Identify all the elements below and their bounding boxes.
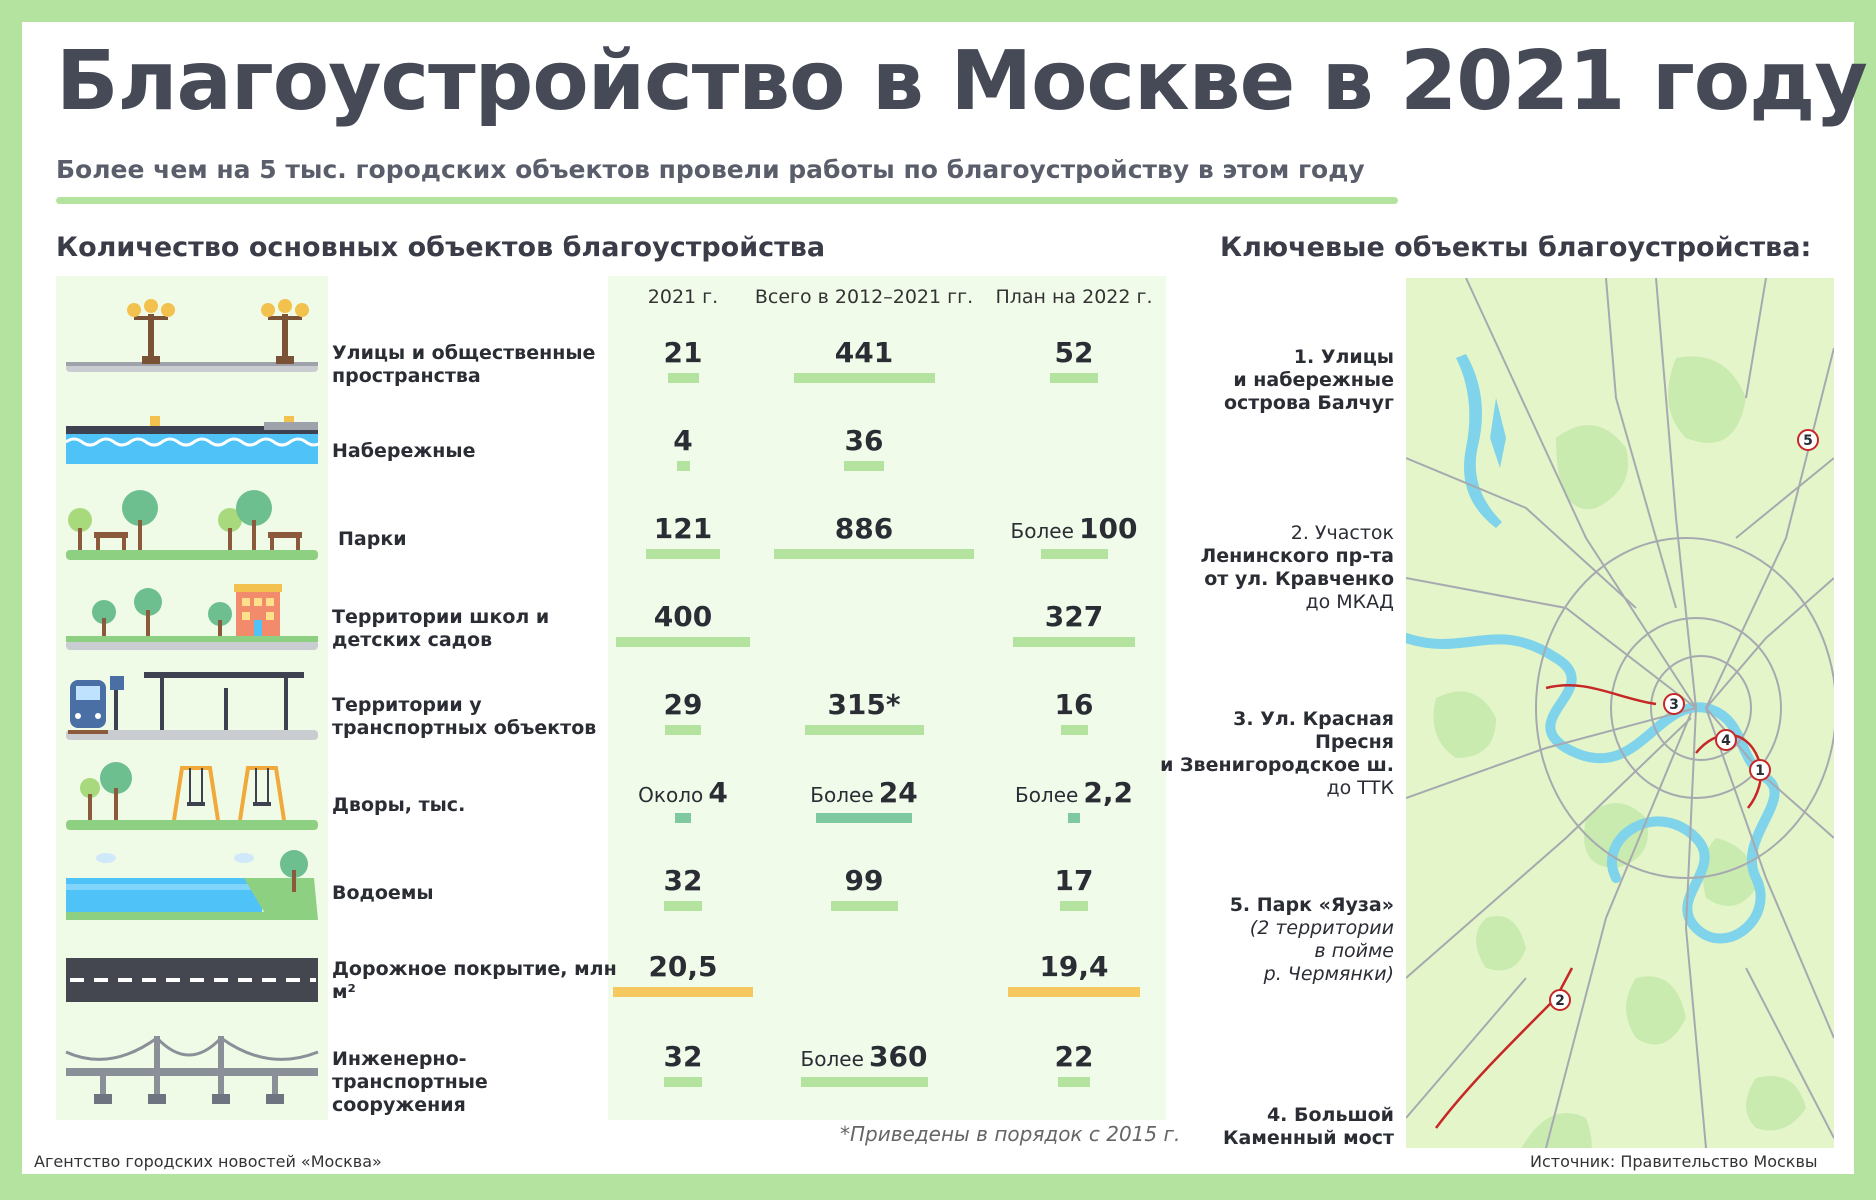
column-header-total: Всего в 2012–2021 гг. [754, 286, 974, 308]
map-label-line: до ТТК [1326, 777, 1394, 799]
row-label-ponds: Водоемы [332, 882, 434, 904]
row-label-bridges: Инженерно-транспортные сооружения [332, 1048, 488, 1116]
table-cell [774, 1040, 954, 1087]
table-cell [593, 864, 773, 911]
cell-value-line [774, 336, 954, 369]
marker-5 [1798, 430, 1818, 450]
map-label-2 [1094, 522, 1394, 614]
cell-value: 315* [827, 688, 901, 721]
map-label-4 [1094, 1104, 1394, 1150]
map-label-line: острова Балчуг [1223, 392, 1394, 414]
subtitle-underline [56, 197, 1398, 204]
page-subtitle: Более чем на 5 тыс. городских объектов провели работы по благоустройству в этом году [56, 155, 1365, 184]
value-bar [1060, 901, 1088, 911]
cell-value-line [593, 1040, 773, 1073]
right-section-title: Ключевые объекты благоустройства: [1220, 232, 1812, 263]
cell-prefix: Более [800, 1047, 864, 1071]
value-bar [1050, 373, 1098, 383]
cell-value-line [774, 424, 954, 457]
row-label-schools: Территории школ и детских садов [332, 606, 550, 651]
table-cell [593, 950, 773, 997]
table-cell [593, 688, 773, 735]
cell-prefix: Более [1010, 519, 1074, 543]
value-bar [801, 1077, 928, 1087]
value-bar [646, 549, 720, 559]
cell-value: 24 [878, 776, 918, 809]
map-label-3 [1094, 708, 1394, 800]
cell-value-line [593, 776, 773, 809]
cell-prefix: Более [1014, 783, 1079, 807]
left-section-title: Количество основных объектов благоустройства [56, 232, 826, 263]
agency-credit: Агентство городских новостей «Москва» [34, 1152, 382, 1171]
value-bar [1008, 987, 1140, 997]
cell-value-line [593, 950, 773, 983]
moscow-map [1406, 278, 1834, 1148]
table-cell [593, 776, 773, 823]
row-label-streets: Улицы и общественные пространства [332, 342, 596, 387]
transport-stop-icon [64, 668, 320, 744]
cell-value-line [593, 512, 773, 545]
cell-value: 29 [663, 688, 703, 721]
table-cell [774, 864, 954, 911]
table-cell [774, 336, 954, 383]
pond-icon [64, 848, 320, 924]
marker-1 [1750, 760, 1770, 780]
value-bar [677, 461, 690, 471]
value-bar [664, 901, 702, 911]
row-label-embankments: Набережные [332, 440, 476, 462]
cell-value: 2,2 [1083, 776, 1134, 809]
value-bar [613, 987, 753, 997]
map-label-line: и Звенигородское ш. [1160, 754, 1394, 776]
value-bar [616, 637, 750, 647]
table-cell [593, 600, 773, 647]
cell-value: 99 [844, 864, 884, 897]
row-label-road: Дорожное покрытие, млн м² [332, 958, 617, 1003]
footnote: *Приведены в порядок с 2015 г. [840, 1122, 1181, 1146]
marker-3 [1664, 694, 1684, 714]
map-label-line: 1. Улицы [1293, 346, 1394, 368]
cell-value: 20,5 [648, 950, 718, 983]
marker-2-label: 2 [1555, 993, 1565, 1009]
map-label-line: 2. Участок [1290, 522, 1394, 544]
cell-value: 360 [869, 1040, 928, 1073]
map-label-line: и набережные [1233, 369, 1394, 391]
cell-value: 121 [653, 512, 713, 545]
value-bar [844, 461, 884, 471]
cell-value-line [774, 1040, 954, 1073]
cell-value: 32 [663, 864, 703, 897]
cell-value-line [774, 688, 954, 721]
map-label-line: Пресня [1315, 731, 1394, 753]
park-icon [64, 488, 320, 564]
marker-1-label: 1 [1755, 763, 1765, 779]
table-cell [984, 1040, 1164, 1087]
value-bar [805, 725, 924, 735]
cell-value: 36 [844, 424, 884, 457]
table-cell [774, 512, 954, 559]
map-label-line: 4. Большой [1266, 1104, 1394, 1126]
map-label-1 [1094, 346, 1394, 415]
cell-value: 100 [1079, 512, 1138, 545]
cell-prefix: Более [810, 783, 874, 807]
cell-prefix: Около [638, 783, 704, 807]
value-bar [1058, 1077, 1090, 1087]
cell-value: 441 [834, 336, 894, 369]
page-title: Благоустройство в Москве в 2021 году [56, 34, 1867, 129]
marker-3-label: 3 [1669, 697, 1679, 713]
column-header-2021: 2021 г. [647, 286, 719, 308]
cell-value: 19,4 [1039, 950, 1109, 983]
column-header-plan: План на 2022 г. [995, 286, 1153, 308]
source-credit: Источник: Правительство Москвы [1530, 1152, 1818, 1171]
map-label-5 [1094, 894, 1394, 986]
table-cell [593, 512, 773, 559]
table-cell [774, 776, 954, 823]
cell-value: 17 [1054, 864, 1094, 897]
cell-value: 22 [1054, 1040, 1094, 1073]
value-bar [665, 725, 701, 735]
cell-value-line [593, 424, 773, 457]
marker-4-label: 4 [1721, 733, 1731, 749]
map-label-line: Каменный мост [1223, 1127, 1394, 1149]
cell-value: 21 [663, 336, 703, 369]
map-label-line: до МКАД [1305, 591, 1394, 613]
map-label-line: 3. Ул. Красная [1233, 708, 1394, 730]
marker-4 [1716, 730, 1736, 750]
cell-value-line [593, 864, 773, 897]
cell-value: 32 [663, 1040, 703, 1073]
value-bar [794, 373, 935, 383]
map-label-line: 5. Парк «Яуза» [1229, 894, 1394, 916]
value-bar [774, 549, 974, 559]
value-bar [675, 813, 691, 823]
cell-value: 4 [673, 424, 693, 457]
cell-value: 4 [708, 776, 728, 809]
map-label-line: (2 территории [1249, 917, 1394, 939]
table-cell [593, 424, 773, 471]
embankment-icon [64, 402, 320, 478]
row-label-transport: Территории у транспортных объектов [332, 694, 597, 739]
value-bar [1068, 813, 1080, 823]
cell-value-line [774, 864, 954, 897]
cell-value: 327 [1044, 600, 1104, 633]
street-lamps-icon [64, 298, 320, 374]
cell-value-line [984, 1040, 1164, 1073]
row-label-parks: Парки [338, 528, 407, 550]
bridge-icon [64, 1032, 320, 1108]
value-bar [816, 813, 912, 823]
road-icon [64, 950, 320, 1026]
table-cell [593, 336, 773, 383]
cell-value-line [593, 688, 773, 721]
value-bar [668, 373, 699, 383]
school-icon [64, 578, 320, 654]
map-label-line: Ленинского пр-та [1200, 545, 1394, 567]
marker-2 [1550, 990, 1570, 1010]
cell-value: 886 [834, 512, 894, 545]
map-label-line: р. Чермянки) [1263, 963, 1394, 985]
table-cell [774, 688, 954, 735]
cell-value-line [774, 776, 954, 809]
cell-value-line [984, 864, 1164, 897]
value-bar [831, 901, 898, 911]
cell-value: 52 [1054, 336, 1094, 369]
marker-5-label: 5 [1803, 433, 1813, 449]
map-label-line: в пойме [1314, 940, 1394, 962]
cell-value-line [774, 512, 954, 545]
table-cell [774, 424, 954, 471]
cell-value-line [593, 336, 773, 369]
table-cell [593, 1040, 773, 1087]
map-label-line: от ул. Кравченко [1204, 568, 1394, 590]
value-bar [1013, 637, 1135, 647]
cell-value: 16 [1054, 688, 1094, 721]
cell-value-line [593, 600, 773, 633]
value-bar [1061, 725, 1088, 735]
row-label-yards: Дворы, тыс. [332, 794, 466, 816]
value-bar [664, 1077, 702, 1087]
playground-icon [64, 758, 320, 834]
cell-value: 400 [653, 600, 713, 633]
